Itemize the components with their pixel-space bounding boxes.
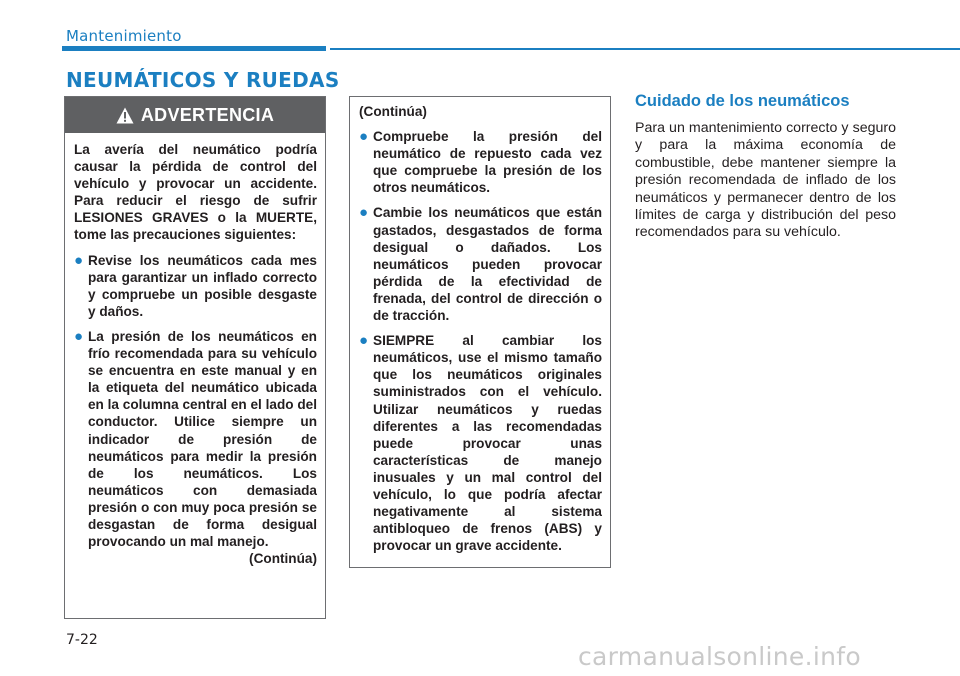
- warning-intro: La avería del neumático podría causar la pérdida de control del vehículo y provocar un accidente. Para reducir el riesgo de sufrir LESIONES GRAVES o la MUERTE, tome las precauciones siguientes:: [74, 142, 317, 243]
- list-item: [74, 252, 317, 320]
- tire-care-section: [635, 92, 896, 242]
- watermark: carmanualsonline.info: [578, 642, 861, 671]
- list-item: [359, 332, 602, 554]
- section-label: Mantenimiento: [66, 27, 182, 45]
- bullet-icon: ●: [359, 332, 369, 350]
- warning-box: [64, 96, 326, 619]
- warning-triangle-icon: [116, 107, 134, 124]
- continues-label: (Continúa): [249, 551, 317, 567]
- page-title: NEUMÁTICOS Y RUEDAS: [66, 68, 340, 92]
- bullet-text: Compruebe la presión del neumático de repuesto cada vez que compruebe la presión de los otros neumáticos.: [373, 129, 602, 196]
- list-item: [359, 204, 602, 324]
- bullet-icon: ●: [74, 327, 84, 345]
- bullet-text: SIEMPRE al cambiar los neumáticos, use el mismo tamaño que los neumáticos originales suministrados con el vehículo. Utilizar neumáticos y ruedas diferentes a las recomendadas puede provocar unas características de manejo inusuales y un mal control del vehículo, lo que podría afectar negativamente al sistema antibloqueo de frenos (ABS) y provocar un grave accidente.: [373, 333, 602, 554]
- list-item: [359, 128, 602, 196]
- bullet-icon: ●: [359, 204, 369, 222]
- continued-body: [350, 97, 610, 554]
- warning-heading: ADVERTENCIA: [140, 104, 275, 125]
- bullet-text: La presión de los neumáticos en frío recomendada para su vehículo se encuentra en este manual y en la etiqueta del neumático ubicada en la columna central en el lado del conductor. Utilice siempre un indicador de presión de neumáticos para medir la presión de los neumáticos. Los neumáticos con demasiada presión o con muy poca presión se desgastan de forma desigual provocando un mal manejo.: [88, 328, 317, 550]
- header-rule-thick: [62, 46, 326, 51]
- list-item: [74, 328, 317, 550]
- bullet-icon: ●: [359, 128, 369, 146]
- tire-care-text: Para un mantenimiento correcto y seguro y para la máxima economía de combustible, debe mantener siempre la presión recomendada de inflado de los neumáticos y permanecer dentro de los límites de carga y distribución del peso recomendados para su vehículo.: [635, 120, 896, 241]
- continued-heading: (Continúa): [359, 104, 427, 119]
- tire-care-title: Cuidado de los neumáticos: [635, 92, 850, 110]
- bullet-icon: ●: [74, 251, 84, 269]
- warning-body: [65, 133, 325, 567]
- bullet-text: Revise los neumáticos cada mes para garantizar un inflado correcto y compruebe un posible desgaste y daños.: [88, 252, 317, 319]
- continued-box: [349, 96, 611, 568]
- page-number: 7-22: [66, 632, 98, 648]
- warning-header: [65, 97, 325, 133]
- bullet-text: Cambie los neumáticos que están gastados, desgastados de forma desigual o dañados. Los neumáticos pueden provocar pérdida de la efectividad de frenada, del control de dirección o de tracción.: [373, 205, 602, 324]
- header-rule-thin: [330, 48, 960, 50]
